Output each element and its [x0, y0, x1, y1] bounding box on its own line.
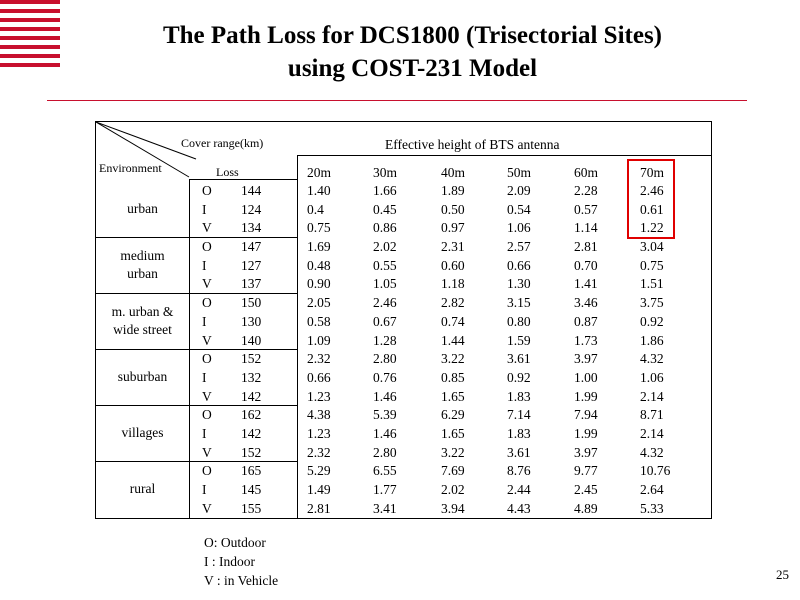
range-cell: 4.32 — [640, 351, 664, 366]
range-cell: 6.29 — [441, 407, 465, 422]
divider-header — [297, 155, 711, 156]
range-cell: 1.77 — [373, 482, 397, 497]
range-cell: 0.58 — [307, 314, 331, 329]
group-divider — [96, 349, 297, 350]
range-cell: 1.46 — [373, 426, 397, 441]
range-cell: 2.02 — [441, 482, 465, 497]
row-loss: 152 — [241, 351, 262, 366]
range-cell: 3.61 — [507, 445, 531, 460]
range-cell: 8.71 — [640, 407, 664, 422]
environment-label: villages — [121, 425, 164, 440]
row-loss: 155 — [241, 501, 262, 516]
header-environment: Environment — [99, 161, 162, 175]
range-cell: 2.44 — [507, 482, 531, 497]
range-cell: 1.44 — [441, 333, 465, 348]
range-cell: 1.30 — [507, 276, 531, 291]
range-cell: 1.46 — [373, 389, 397, 404]
range-cell: 3.97 — [574, 445, 598, 460]
range-cell: 1.23 — [307, 426, 331, 441]
environment-label: medium — [120, 248, 165, 263]
range-cell: 1.69 — [307, 239, 331, 254]
environment-label: suburban — [117, 369, 168, 384]
range-cell: 1.65 — [441, 426, 465, 441]
group-divider — [96, 461, 297, 462]
row-type: I — [202, 258, 207, 273]
range-cell: 2.46 — [373, 295, 397, 310]
range-cell: 1.06 — [640, 370, 664, 385]
range-cell: 4.32 — [640, 445, 664, 460]
range-cell: 1.83 — [507, 389, 531, 404]
range-cell: 1.73 — [574, 333, 598, 348]
range-cell: 3.15 — [507, 295, 531, 310]
range-cell: 1.99 — [574, 389, 598, 404]
range-cell: 0.66 — [307, 370, 331, 385]
highlight-box-70m-urban — [627, 159, 675, 239]
row-type: V — [202, 276, 212, 291]
range-cell: 5.29 — [307, 463, 331, 478]
page-title-line1: The Path Loss for DCS1800 (Trisectorial Sites) — [162, 22, 663, 49]
row-loss: 124 — [241, 202, 262, 217]
range-cell: 2.82 — [441, 295, 465, 310]
range-cell: 7.94 — [574, 407, 598, 422]
row-type: O — [202, 295, 212, 310]
range-cell: 2.81 — [574, 239, 598, 254]
range-cell: 0.80 — [507, 314, 531, 329]
range-cell: 0.87 — [574, 314, 598, 329]
range-cell: 5.33 — [640, 501, 664, 516]
range-cell: 0.76 — [373, 370, 397, 385]
range-cell: 1.99 — [574, 426, 598, 441]
row-loss: 152 — [241, 445, 262, 460]
range-cell: 4.38 — [307, 407, 331, 422]
range-cell: 2.80 — [373, 351, 397, 366]
range-cell: 0.92 — [640, 314, 664, 329]
legend-outdoor: O: Outdoor — [204, 535, 266, 550]
range-cell: 2.09 — [507, 183, 531, 198]
row-type: O — [202, 239, 212, 254]
range-cell: 0.97 — [441, 220, 465, 235]
range-cell: 0.74 — [441, 314, 465, 329]
row-loss: 165 — [241, 463, 262, 478]
group-divider — [96, 293, 297, 294]
range-cell: 0.57 — [574, 202, 598, 217]
range-cell: 1.14 — [574, 220, 598, 235]
range-cell: 1.28 — [373, 333, 397, 348]
row-loss: 150 — [241, 295, 262, 310]
range-cell: 3.97 — [574, 351, 598, 366]
range-cell: 2.45 — [574, 482, 598, 497]
row-type: I — [202, 482, 207, 497]
range-cell: 1.00 — [574, 370, 598, 385]
row-loss: 130 — [241, 314, 262, 329]
row-loss: 147 — [241, 239, 262, 254]
row-type: V — [202, 445, 212, 460]
range-cell: 3.22 — [441, 445, 465, 460]
environment-label: wide street — [113, 322, 172, 337]
row-loss: 145 — [241, 482, 262, 497]
range-cell: 1.18 — [441, 276, 465, 291]
range-cell: 2.05 — [307, 295, 331, 310]
row-loss: 162 — [241, 407, 262, 422]
range-cell: 1.83 — [507, 426, 531, 441]
range-cell: 3.41 — [373, 501, 397, 516]
range-cell: 0.55 — [373, 258, 397, 273]
range-cell: 7.69 — [441, 463, 465, 478]
range-cell: 2.32 — [307, 351, 331, 366]
environment-label: urban — [127, 266, 158, 281]
row-type: O — [202, 407, 212, 422]
range-cell: 1.23 — [307, 389, 331, 404]
row-loss: 127 — [241, 258, 262, 273]
page-number: 25 — [776, 567, 789, 582]
range-cell: 1.05 — [373, 276, 397, 291]
range-cell: 0.67 — [373, 314, 397, 329]
range-cell: 10.76 — [640, 463, 671, 478]
range-cell: 2.02 — [373, 239, 397, 254]
range-cell: 0.75 — [640, 258, 664, 273]
range-cell: 0.54 — [507, 202, 531, 217]
title-divider — [47, 100, 747, 101]
range-cell: 1.86 — [640, 333, 664, 348]
row-type: I — [202, 370, 207, 385]
divider-loss — [297, 155, 298, 518]
range-cell: 8.76 — [507, 463, 531, 478]
range-cell: 0.48 — [307, 258, 331, 273]
range-cell: 2.14 — [640, 426, 664, 441]
header-cover-range: Cover range(km) — [181, 136, 264, 150]
row-loss: 140 — [241, 333, 262, 348]
range-cell: 6.55 — [373, 463, 397, 478]
row-type: V — [202, 333, 212, 348]
range-cell: 0.86 — [373, 220, 397, 235]
range-cell: 1.41 — [574, 276, 598, 291]
range-cell: 0.90 — [307, 276, 331, 291]
range-cell: 2.28 — [574, 183, 598, 198]
range-cell: 0.85 — [441, 370, 465, 385]
range-cell: 0.4 — [307, 202, 324, 217]
row-type: V — [202, 220, 212, 235]
row-type: V — [202, 389, 212, 404]
range-cell: 1.89 — [441, 183, 465, 198]
range-cell: 2.57 — [507, 239, 531, 254]
range-cell: 3.22 — [441, 351, 465, 366]
row-type: I — [202, 314, 207, 329]
range-cell: 3.61 — [507, 351, 531, 366]
range-cell: 1.59 — [507, 333, 531, 348]
row-type: O — [202, 351, 212, 366]
range-cell: 3.04 — [640, 239, 664, 254]
range-cell: 0.61 — [640, 202, 664, 217]
height-header-40m: 40m — [441, 165, 466, 180]
range-cell: 0.66 — [507, 258, 531, 273]
row-type: O — [202, 183, 212, 198]
range-cell: 0.50 — [441, 202, 465, 217]
row-type: V — [202, 501, 212, 516]
range-cell: 1.49 — [307, 482, 331, 497]
range-cell: 1.51 — [640, 276, 664, 291]
row-type: I — [202, 426, 207, 441]
range-cell: 2.81 — [307, 501, 331, 516]
legend-indoor: I : Indoor — [204, 554, 255, 569]
range-cell: 2.31 — [441, 239, 465, 254]
range-cell: 7.14 — [507, 407, 531, 422]
range-cell: 0.70 — [574, 258, 598, 273]
range-cell: 1.40 — [307, 183, 331, 198]
range-cell: 3.94 — [441, 501, 465, 516]
range-cell: 2.46 — [640, 183, 664, 198]
row-loss: 144 — [241, 183, 262, 198]
range-cell: 3.46 — [574, 295, 598, 310]
group-divider — [96, 405, 297, 406]
height-header-50m: 50m — [507, 165, 532, 180]
environment-label: m. urban & — [111, 304, 174, 319]
row-loss: 137 — [241, 276, 262, 291]
range-cell: 0.45 — [373, 202, 397, 217]
page-title-line2: using COST-231 Model — [287, 55, 538, 82]
row-type: O — [202, 463, 212, 478]
range-cell: 0.60 — [441, 258, 465, 273]
range-cell: 1.22 — [640, 220, 664, 235]
row-loss: 142 — [241, 426, 262, 441]
environment-label: rural — [129, 481, 156, 496]
range-cell: 1.09 — [307, 333, 331, 348]
range-cell: 1.65 — [441, 389, 465, 404]
row-loss: 134 — [241, 220, 262, 235]
environment-label: urban — [127, 201, 158, 216]
range-cell: 4.89 — [574, 501, 598, 516]
row-loss: 132 — [241, 370, 262, 385]
group-divider — [96, 237, 297, 238]
range-cell: 1.06 — [507, 220, 531, 235]
height-header-20m: 20m — [307, 165, 332, 180]
row-type: I — [202, 202, 207, 217]
divider-loss-header — [189, 179, 297, 180]
range-cell: 2.80 — [373, 445, 397, 460]
height-header-60m: 60m — [574, 165, 599, 180]
legend-vehicle: V : in Vehicle — [204, 573, 279, 588]
range-cell: 1.66 — [373, 183, 397, 198]
range-cell: 3.75 — [640, 295, 664, 310]
range-cell: 2.64 — [640, 482, 664, 497]
height-header-70m: 70m — [640, 165, 665, 180]
header-effective-height: Effective height of BTS antenna — [385, 137, 560, 152]
range-cell: 0.92 — [507, 370, 531, 385]
range-cell: 4.43 — [507, 501, 531, 516]
row-loss: 142 — [241, 389, 262, 404]
range-cell: 2.14 — [640, 389, 664, 404]
range-cell: 9.77 — [574, 463, 598, 478]
range-cell: 5.39 — [373, 407, 397, 422]
range-cell: 2.32 — [307, 445, 331, 460]
range-cell: 0.75 — [307, 220, 331, 235]
header-loss: Loss — [216, 165, 239, 179]
height-header-30m: 30m — [373, 165, 398, 180]
